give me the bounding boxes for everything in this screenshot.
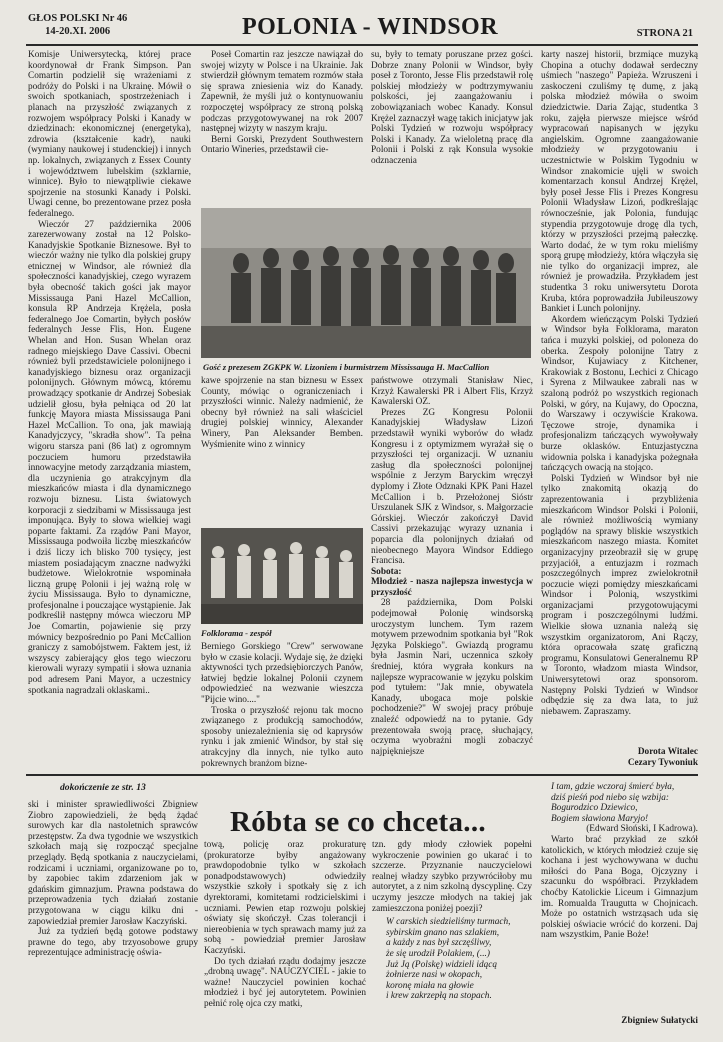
subheading-youth: Młodzież - nasza najlepsza inwestycja w przyszłość [371, 577, 533, 598]
poem-line: W carskich siedzieliśmy turmach, [386, 917, 511, 928]
paragraph: su, były to tematy poruszane przez gości. Dobrze znany Polonii w Windsor, były poseł z Toronto, Jesse Flis przedstawił rolę polskiej młodzieży w podtrzymywaniu polskości, jej zaangażowaniu i zobowiązaniach wobec Kanady. Konsul Krężel zaznaczył wagę takich inicjatyw jak Polski Tydzień w rozwoju współpracy Polski i Kanady. Za wieloletną pracę dla Polonii i Polski z rąk Konsula wysokie odznaczenia [371, 50, 533, 166]
paragraph: Warto brać przykład ze szkół katolickich, w których młodzież czuje się kochana i jest wychowywana w duchu miłości do Pana Boga, Ojczyzny i szacunku do współbraci. Przykładem choćby Katolickie Liceum i Gimnazjum im. Romualda Traugutta w Chojnicach. Może po ostatnich wstrząsach uda się polskiej oświacie wrócić do korzeni. Daj nam wszystkim, Panie Boże! [541, 834, 698, 941]
poem-line: Już Ją (Polskę) widzieli idącą [386, 959, 498, 970]
photo-folklorama [201, 528, 363, 624]
masthead-issue [28, 12, 127, 38]
paragraph: tową, policję oraz prokuraturę (prokuratorze byłby angażowany prawdopodobnie tylko w szkołach ponadpodstawowych) odwiedziły wszystkie szkoły i spotkały się z ich dyrektorami, komitetami rodzicielskimi i uczniami. Pewien etap rozwoju polskiej oświaty się skończył. Czas tolerancji i niereobienia w tych sprawach mamy już za sobą - powiedział premier Jarosław Kaczyński. [204, 840, 366, 956]
issue-dates: 14-20.XI. 2006 [45, 26, 111, 37]
poem-line: i krew zakrzepłą na stopach. [386, 991, 492, 1002]
paragraph: państwowe otrzymali Stanisław Niec, Krzyż Kawalerski PR i Albert Flis, Krzyż Kawalerski OZ. [371, 376, 533, 408]
article1-col2-top [201, 50, 363, 202]
paragraph: 28 października, Dom Polski podejmował Polonię windsorską uroczystym lunchem. Tym razem motywem przewodnim spotkania był "Rok Języka Polskiego". Gwiazdą programu była Jasmin Nari, uczennica szkoły średniej, która wygrała konkurs na najlepsze wypracowanie w języku polskim pod tytułem: "Jak mnie, obywatela Kanady, ubogaca moje polskie pochodzenie?" W swojej pracy próbuje znaleźć odpowiedź na to pytanie. Gdy prezentowała swoją pracę, słuchający, oczyma wyobraźni mogli zobaczyć najpiękniejsze [371, 598, 533, 757]
paragraph: kawe spojrzenie na stan biznesu w Essex County, mówiąc o ograniczeniach i przyszłości winnic. Należy nadmienić, że obecny był również na sali właściciel drugiej polskiej winnicy, Alexander Winery, Pan Aleksander Bemben. Wyśmienite wino z winnicy [201, 376, 363, 450]
paragraph: Komisje Uniwersytecką, której prace koordynował dr Frank Simpson. Pan Comartin podzielił się wrażeniami z podróży do Polski i na Ukrainę. Mówił o swoich spotkaniach, spostrzeżeniach i planach na przyszłość związanych z rozwojem współpracy Polski i Kanady w dziedzinach: ekonomicznej (energetyka), zdrowia (kształcenie kadr), nauki (wymiany naukowej i studenckiej) i innych np. lokalnych, związanych z Essex County i województwem lubelskim (szklarnie, winnice). Było to niewątpliwie ciekawe spojrzenie na stosunki Kanady i Polski. Uwagi cenne, bo prezentowane przez posła federalnego. [28, 50, 191, 219]
poem-excerpt [372, 917, 532, 1002]
paper-name: GŁOS POLSKI Nr 46 [28, 13, 128, 24]
poem-line: że się urodził Polakiem, (...) [386, 948, 490, 959]
paragraph: Berniego Gorskiego "Crew" serwowane było w czasie kolacji. Wydaje się, że dzięki aktywności tych przedsiębiorczych Panów, łatwiej będzie lokalnej Polonii czynem odpowiedzieć na wezwanie wieszcza "Pijcie wino...." [201, 642, 363, 705]
article2-colC [372, 840, 532, 1032]
photo1-caption: Gość z prezesem ZGKPK W. Lizoniem i burmistrzem Mississauga H. MacCallion [203, 362, 490, 372]
paragraph: ski i minister sprawiedliwości Zbigniew Ziobro zapowiedzieli, że będą żądać surowych kar dla nastoletnich sprawców przestępstw. Za dwa tygodnie we wszystkich szkołach mają się rozpocząć specjalne przeglądy. Będą spotkania z nauczycielami, rodzicami i uczniami, organizowane po to, by zapobiec takim zdarzeniom jak w gdańskim gimnazjum. Prawna podstawa do przeprowadzenia tych działań zostanie przygotowana w ciągu kilku dni - zapowiedział premier Jarosław Kaczyński. [28, 800, 198, 927]
continued-note: dokończenie ze str. 13 [60, 782, 146, 793]
article1-col1 [28, 50, 191, 770]
poem-line: a każdy z nas był szczęśliwy, [386, 938, 492, 949]
page-title: POLONIA - WINDSOR [241, 14, 499, 40]
article1-col2-mid [201, 376, 363, 526]
article1-col2-bottom [201, 642, 363, 768]
article1-col4 [541, 50, 698, 744]
subheading-saturday: Sobota: [371, 566, 402, 577]
poem-line: dziś pieśń pod niebo się wzbija: [551, 792, 670, 803]
author-name: Cezary Tywoniuk [627, 758, 698, 768]
paragraph: Wieczór 27 października 2006 zarezerwowany został na 12 Polsko-Kanadyjskie Spotkanie Biznesowe. Był to wieczór ważny nie tylko dla polskiej grupy etnicznej w Windsor, ale również dla społeczności kanadyjskiej, czego wyrazem była obecność takich gości jak mayor Mississauga Pani Hazel McCallion, konsula RP Andrzeja Krężela, posła federalnego Joe Comartin, byłych posłów federalnych Jesse Flis, Hon. Eugene Whelan and Hon. Susan Whelan oraz radnego miejskiego Dave Cassivi. Obecni również byli przedstawiciele polonijnego i kanadyjskiego biznesu oraz organizacji polonijnych. Głównym mówcą, któremu prowadzący spotkanie dr Andrzej Sobesiak udzielił głosu, była pełniąca od 20 lat funkcję Mayora miasta Mississauga Pani Hazel McCallion. To ona, jak mawiają Kanadyjczycy, "skradła show". Ta pełna wigoru starsza pani (86 lat) z ogromnym poczuciem humoru przedstawiła innowacyjne metody zarządzania miastem, dla uczynienia go atrakcyjnym dla mieszkańców miasta i dla dynamicznego rozwoju biznesu. Lista światowych korporacji z siedzibami w Mississauga jest imponująca. Były to słowa wielkiej wagi poparte faktami. Za rządów Pani Mayor, Mississauga podwoiła liczbę mieszkańców i dziś liczy ich blisko 700 tysięcy, jest miastem posiadającym znaczne nadwyżki budżetowe. Wielokrotnie wspominała liczną grupę Polonii i jej ważną rolę w życiu Mississauga. Było to dynamiczne, profesjonalne i pouczające wystąpienie. Jak podkreślił następny mówca wieczoru MP Joe Comartin, pojawienie się przy mównicy bezpośrednio po Pani McCallion graniczy z samobójstwem. Faktem jest, iż wszyscy zabierający głos tego wieczoru kierowali wyrazy sympatii i słowa uznania pod adresem Pani Mayor, a uczestnicy spotkania nagradzali oklaskami.. [28, 219, 191, 696]
paragraph: karty naszej historii, brzmiące muzyką Chopina a otuchy dodawał serdeczny uśmiech "naszego" Papieża. Wzruszeni i zaskoczeni czuliśmy tę dumę, z jaką polska młodzież mówiła o swoim dziedzictwie. Daria Zając, studentka 3 roku, zajęła pierwsze miejsce wśród wypracowań napisanych w języku angielskim. Ogromne zaangażowanie młodzieży w przygotowaniu i uczestnictwie w Polskim Tygodniu w Windsor znakomicie ujęli w swoich komentarzach konsul Andrzej Krężel, były poseł Jesse Flis i Prezes Kongresu Polonii Władysław Lizoń, podkreślając równocześnie, jak Polonia, fundując stypendia przygotowuje drogę dla tych, którzy w przyszłości przejmą pałeczkę. Warto dodać, że w tym roku mieliśmy sporą grupę młodzieży, która włączyła się nie tylko do organizacji imprez, ale również je prowadziła. Przykładem jest studentka 3 roku uniwersytetu Dorota Kruba, która poprowadziła Jubileuszowy Bankiet i Lunch polonijny. [541, 50, 698, 315]
article2-author: Zbigniew Sułatycki [621, 1016, 698, 1026]
article1-col3-bottom [371, 376, 533, 768]
masthead-rule [26, 44, 698, 46]
paragraph: Berni Gorski, Prezydent Southwestern Ontario Wineries, przedstawił cie- [201, 134, 363, 156]
author-name: Dorota Witalec [637, 747, 698, 757]
article-divider [26, 774, 698, 776]
paragraph: Poseł Comartin raz jeszcze nawiązał do swojej wizyty w Polsce i na Ukrainie. Jak stwierdził głównym tematem rozmów stała się sprawa zniesienia wiz do Kanady. Zapewnił, że myśli już o kontynuowaniu rozpoczętej współpracy ze stroną polską podczas przygotowywanej na rok 2007 następnej wizyty w naszym kraju. [201, 50, 363, 135]
article1-col3-top [371, 50, 533, 202]
page-number: STRONA 21 [636, 28, 693, 39]
photo-group-illustration [201, 208, 531, 358]
poem-attribution: (Edward Słoński, I Kadrowa). [586, 824, 698, 835]
article2-colA [28, 800, 198, 1032]
signature-block [541, 747, 698, 769]
paragraph: tzn. gdy młody człowiek popełni wykroczenie powinien go ukarać i to szczerze. Przyznanie nauczycielowi realnej władzy szybko przywróciłoby mu autorytet, a z nim szkolną dyscyplinę. Czy uczymy jeszcze młodych na takiej jak zamieszczona poniżej poezji? [372, 840, 532, 914]
poem-excerpt-2 [541, 782, 698, 824]
poem-line: koronę miała na głowie [386, 980, 474, 991]
article2-headline: Róbta se co chceta... [230, 806, 486, 838]
photo-dancers-illustration [201, 528, 363, 624]
photo-gala-guests [201, 208, 531, 358]
poem-line: Bogiem sławiona Maryjo! [551, 813, 649, 824]
paragraph: Do tych działań rządu dodajmy jeszcze „drobną uwagę". NAUCZYCIEL - jakie to ważne! Nauczyciel powinien kochać młodzież i być jej autorytetem. Powinien pełnić rolę ojca czy matki, [204, 956, 366, 1009]
paragraph: Prezes ZG Kongresu Polonii Kanadyjskiej Władysław Lizoń przedstawił wyniki wyborów do władz Kongresu i z optymizmem wyrażał się o przyszłości tej organizacji. W uznaniu zasług dla społeczności polonijnej wspólnie z Jerzym Baryckim wręczył dyplomy i Złote Odznaki KPK Pani Hazel McCallion i b. Przełożonej Sióstr Urszulanek SJK z Windsor, s. Małgorzacie Górskiej. Wieczór zakończył David Cassivi przekazując wyrazy uznania i poparcia dla polonijnych działań od nieobecnego Mayora Windsor Eddiego Francisa. [371, 407, 533, 567]
article2-colB [204, 840, 366, 1032]
poem-line: żołnierze nasi w okopach, [386, 970, 483, 981]
poem-line: Bogurodzico Dziewico, [551, 803, 638, 814]
article2-colD [541, 782, 698, 1012]
paragraph: Troska o przyszłość rejonu tak mocno związanego z produkcją samochodów, sposoby uniezależnienia się od kaprysów rynku i jak zmienić Windsor, by stał się atrakcyjny dla innych, nie tylko auto pokrewnych branżom bizne- [201, 705, 363, 768]
poem-line: sybirskim gnano nas szlakiem, [386, 927, 500, 938]
paragraph: Już za tydzień będą gotowe podstawy prawne do tego, aby trzyosobowe grupy reprezentujące administrację oświa- [28, 927, 198, 959]
poem-line: I tam, gdzie wczoraj śmierć była, [551, 782, 675, 792]
paragraph: Akordem wieńczącym Polski Tydzień w Windsor była Folklorama, maraton tańca i muzyki polskiej, od poloneza do oberka. Zespoły polonijne Tatry z Windsor, Kujawiacy z Kitchener, Krakowiak z Bostonu, Lechici z Chicago i Syrena z Milwaukee zabrali nas w szaloną podróż po wszystkich regionach Polski, w góry, na Kujawy, do Opoczna, do Warszawy i oczywiście Krakowa. Tęczowe stroje, dynamika i profesjonalizm tańczących wywoływały burze oklasków. Entuzjastyczna widownia polska i kanadyjska pożegnała tańczących owacją na stojąco. [541, 314, 698, 474]
photo2-caption: Folklorama - zespół [201, 628, 272, 638]
paragraph: Polski Tydzień w Windsor był nie tylko znakomitą okazją do zaprezentowania i przybliżenia mieszkańcom Windsor Polski i Polonii, ale również możliwością wymiany poglądów na sprawy bliskie wszystkich mieszkańcom naszego miasta. Komitet organizacyjny przeobraził się w grupę przyjaciół, a entuzjazm i rozmach poszczególnych imprez zwielokrotnił poczucie więzi pomiędzy mieszkańcami Windsor i Polonią, wszystkimi organizacjami przygotowującymi program i poszczególnymi ludźmi. Wielkie słowa uznania należą się wszystkim organizatorom, Ani Rączy, która opracowała szatę graficzną programu, Konsulatowi Generalnemu RP w Toronto, władzom miasta Windsor, Uniwersytetowi oraz sponsorom. Następny Polski Tydzień w Windsor odbędzie się za dwa lata, to już niebawem. Zapraszamy. [541, 473, 698, 717]
